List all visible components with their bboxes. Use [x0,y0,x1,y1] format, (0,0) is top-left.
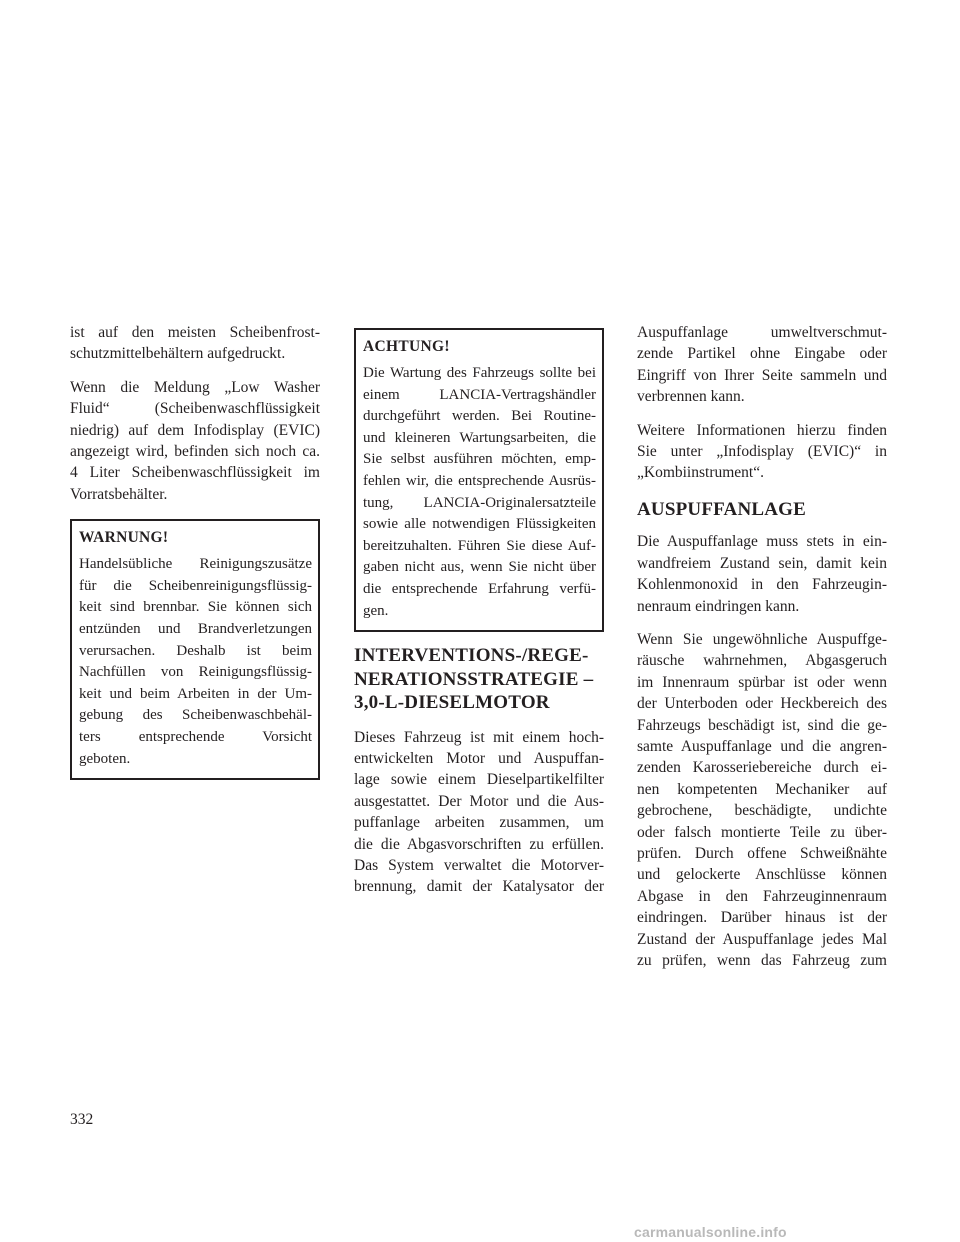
text-line: angezeigt wird, befinden sich noch ca. [70,443,320,461]
text-line: lage sowie einem Dieselpartikelfilter [354,771,604,789]
text-line: Auspuffanlage umweltverschmut- [637,324,887,341]
watermark-text: carmanualsonline.info [634,1224,787,1240]
caution-line: tung, LANCIA-Originalersatzteile [363,494,596,511]
text-line: im Innenraum spürbar ist oder wenn [637,673,887,691]
warning-line: für die Scheibenreinigungsflüssig- [79,577,312,594]
text-line: nenraum eindringen kann. [637,597,800,615]
text-line: schutzmittelbehältern aufgedruckt. [70,345,286,363]
warning-line: Nachfüllen von Reinigungsflüssig- [79,664,312,681]
text-line: Dieses Fahrzeug ist mit einem hoch- [354,728,604,746]
caution-line: und kleineren Wartungsarbeiten, die [363,429,596,446]
text-line: zu prüfen, wenn das Fahrzeug zum [637,952,887,970]
paragraph-exhaust-condition [637,531,887,617]
text-line: Wenn Sie ungewöhnliche Auspuffge- [637,630,887,648]
text-line: verbrennen kann. [637,388,745,406]
paragraph-diesel-engine [354,727,604,898]
caution-line: Die Wartung des Fahrzeugs sollte bei [363,365,596,381]
text-line: ausgestattet. Der Motor und die Aus- [354,792,604,810]
text-line: entwickelten Motor und Auspuffan- [354,750,604,768]
caution-line: gen. [363,602,389,619]
text-line: zenden Karosseriebereiche durch ei- [637,759,887,777]
text-line: Weitere Informationen hierzu finden [637,421,887,439]
text-line: „Kombiinstrument“. [637,464,764,482]
warning-line: gebung des Scheibenwaschbehäl- [79,707,312,724]
paragraph-exhaust-inspection [637,629,887,972]
warning-line: verursachen. Deshalb ist beim [79,642,312,659]
caution-line: bereitzuhalten. Führen Sie diese Auf- [363,537,596,554]
caution-title: ACHTUNG! [363,338,450,355]
warning-line: Handelsübliche Reinigungszusätze [79,556,312,573]
warning-line: geboten. [79,750,131,767]
paragraph-low-washer-fluid [70,377,320,505]
warning-line: ters entsprechende Vorsicht [79,729,312,745]
paragraph-label-note [70,322,320,365]
warning-line: entzünden und Brandverletzungen [79,621,312,638]
text-line: Wenn die Meldung „Low Washer [70,378,320,396]
text-line: Fahrzeugs beschädigt ist, sind die ge- [637,716,887,734]
caution-line: sowie alle notwendigen Flüssigkeiten [363,516,596,533]
column-3 [637,322,887,983]
text-line: der Unterboden oder Heckbereich des [637,695,887,713]
warning-box [70,519,320,780]
text-line: Abgase in den Fahrzeuginnenraum [637,887,887,905]
warning-title: WARNUNG! [79,529,169,547]
caution-box [354,328,604,632]
column-2 [354,322,604,910]
text-line: räusche wahrnehmen, Abgasgeruch [637,652,887,670]
text-line: Fluid“ (Scheibenwaschflüssigkeit [70,400,320,418]
text-line: die die Abgasvorschriften zu erfüllen. [354,835,604,853]
caution-line: einem LANCIA-Vertragshändler [363,386,596,403]
text-line: zende Partikel ohne Eingabe oder [637,345,887,363]
text-line: brennung, damit der Katalysator der [354,878,604,896]
text-line: Sie unter „Infodisplay (EVIC)“ in [637,443,887,461]
heading-line: NERATIONSSTRATEGIE – [354,668,594,690]
warning-line: keit und beim Arbeiten in der Um- [79,685,312,702]
text-line: Eingriff von Ihrer Seite sammeln und [637,366,887,384]
page-number: 332 [70,1111,94,1128]
text-line: 4 Liter Scheibenwaschflüssigkeit im [70,464,320,482]
text-line: niedrig) auf dem Infodisplay (EVIC) [70,421,320,439]
paragraph-more-info [637,420,887,484]
text-line: nen kompetenten Mechaniker auf [637,780,887,798]
caution-line: durchgeführt werden. Bei Routine- [363,408,596,425]
text-line: Die Auspuffanlage muss stets in ein- [637,533,887,551]
text-line: gebrochene, beschädigte, undichte [637,802,887,820]
text-line: oder falsch montierte Teile zu über- [637,823,887,841]
text-line: prüfen. Durch offene Schweißnähte [637,845,887,863]
heading-line: INTERVENTIONS-/REGE- [354,645,589,667]
warning-line: keit sind brennbar. Sie können sich [79,599,312,616]
text-line: und gelockerte Anschlüsse können [637,866,887,884]
column-1 [70,322,320,780]
section-heading-exhaust: AUSPUFFANLAGE [637,498,807,520]
text-line: eindringen. Darüber hinaus ist der [637,909,887,927]
caution-line: gaben nicht aus, wenn Sie nicht über [363,559,596,576]
caution-line: Sie selbst ausführen möchten, emp- [363,451,596,468]
text-line: samte Auspuffanlage und die angren- [637,738,887,755]
caution-line: die entsprechende Erfahrung verfü- [363,580,596,597]
text-line: Zustand der Auspuffanlage jedes Mal [637,930,887,948]
text-line: Vorratsbehälter. [70,485,168,503]
text-line: ist auf den meisten Scheibenfrost- [70,324,320,341]
paragraph-exhaust-particles [637,322,887,408]
text-line: wandfreiem Zustand sein, damit kein [637,554,887,572]
caution-line: fehlen wir, die entsprechende Ausrüs- [363,472,596,489]
text-line: puffanlage arbeiten zusammen, um [354,814,604,832]
section-heading-diesel [354,644,604,715]
text-line: Das System verwaltet die Motorver- [354,857,604,875]
text-line: Kohlenmonoxid in den Fahrzeugin- [637,576,887,594]
heading-line: 3,0-L-DIESELMOTOR [354,692,550,714]
